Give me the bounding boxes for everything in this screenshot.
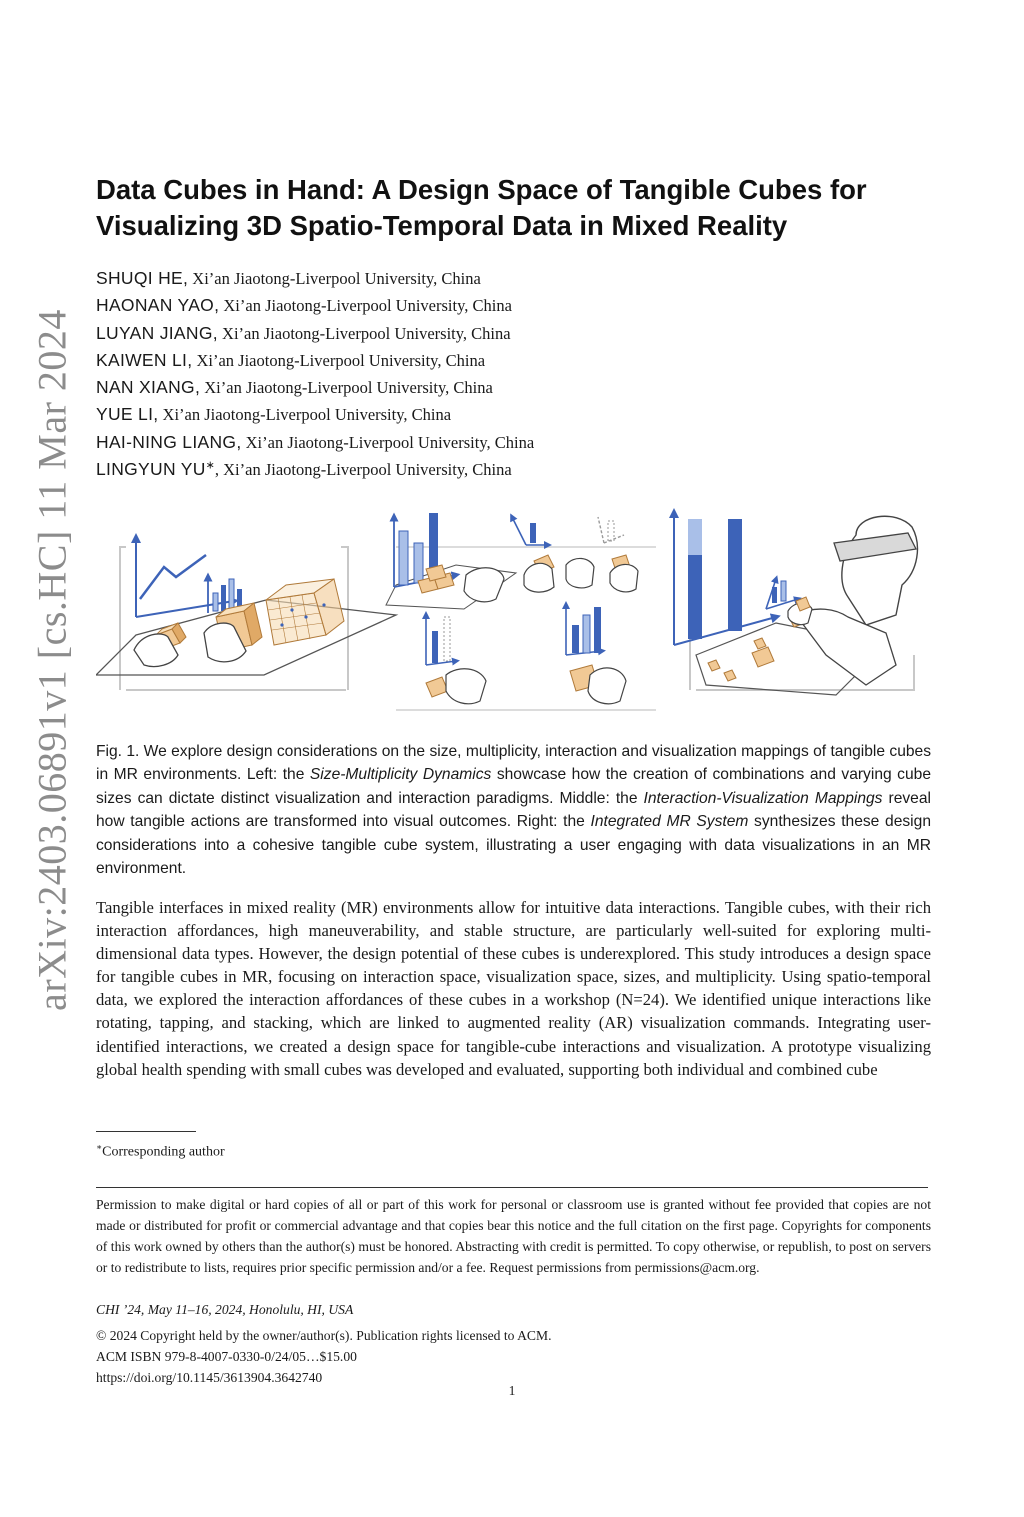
bar bbox=[572, 625, 579, 653]
cube bbox=[754, 638, 766, 649]
author-affiliation: Xi’an Jiaotong-Liverpool University, China bbox=[188, 269, 481, 288]
author-name: SHUQI HE, bbox=[96, 268, 189, 288]
author-list bbox=[96, 265, 916, 483]
cube bbox=[426, 677, 448, 697]
arxiv-identifier: arXiv:2403.06891v1 [cs.HC] 11 Mar 2024 bbox=[29, 309, 75, 1011]
title-line-2: Visualizing 3D Spatio-Temporal Data in Mixed Reality bbox=[96, 210, 788, 241]
author-affiliation: Xi’an Jiaotong-Liverpool University, China bbox=[219, 296, 512, 316]
caption-text: reveal how tangible actions are transformed into visual outcomes. Right: the bbox=[96, 789, 931, 831]
author-name: LINGYUN YU bbox=[96, 459, 206, 480]
rotating-interaction bbox=[512, 517, 638, 592]
bar bbox=[530, 523, 536, 543]
paper-title bbox=[96, 172, 956, 244]
mini-bar bbox=[229, 579, 234, 611]
data-point bbox=[304, 615, 307, 618]
caption-text: synthesizes these design considerations into a cohesive tangible cube system, illustrating a user engaging with data visualizations in an MR environment. bbox=[96, 813, 931, 878]
footnote-mark: ∗ bbox=[96, 1142, 103, 1152]
author-entry bbox=[96, 456, 916, 483]
cube bbox=[724, 670, 736, 681]
hand bbox=[524, 563, 554, 592]
bar bbox=[414, 543, 423, 583]
footnote-text: Corresponding author bbox=[102, 1144, 225, 1160]
bar bbox=[772, 587, 777, 603]
axis bbox=[512, 517, 526, 545]
tapping-interaction bbox=[426, 605, 626, 704]
permission-divider bbox=[96, 1187, 928, 1188]
data-point bbox=[280, 623, 283, 626]
bar bbox=[688, 555, 702, 639]
author-entry bbox=[96, 347, 916, 374]
bar bbox=[583, 615, 590, 653]
hand bbox=[610, 564, 638, 591]
user-head bbox=[842, 516, 918, 625]
author-entry bbox=[96, 265, 916, 292]
doi-link[interactable]: https://doi.org/10.1145/3613904.3642740 bbox=[96, 1370, 323, 1385]
hand bbox=[446, 669, 486, 704]
bar bbox=[728, 519, 742, 631]
author-name: LUYAN JIANG, bbox=[96, 322, 218, 343]
axis bbox=[598, 517, 604, 543]
corresponding-author-mark: ∗ bbox=[205, 459, 215, 472]
permission-notice: Permission to make digital or hard copies of all or part of this work for personal or classroom use is granted without fee provided that copies are not made or distributed for profit or commercial advantage and that copies bear this notice and the full citation on the first page. Copyrights for components of this work owned by others than the author(s) must be honored. Abstracting with credit is permitted. To copy otherwise, or republish, to post on servers or to redistribute to lists, requires prior specific permission and/or a fee. Request permissions from permissions@acm.org. bbox=[96, 1197, 931, 1275]
author-entry bbox=[96, 374, 916, 401]
figure-caption bbox=[96, 740, 931, 880]
isbn-line: ACM ISBN 979-8-4007-0330-0/24/05…$15.00 bbox=[96, 1349, 357, 1364]
author-name: KAIWEN LI, bbox=[96, 349, 193, 370]
middle-panel-illustration bbox=[386, 513, 656, 710]
footnote-divider bbox=[96, 1131, 196, 1132]
left-panel-illustration bbox=[96, 538, 396, 690]
teaser-figure bbox=[96, 505, 928, 725]
copyright-line: © 2024 Copyright held by the owner/author(s). Publication rights licensed to ACM. bbox=[96, 1328, 552, 1343]
author-affiliation: Xi’an Jiaotong-Liverpool University, China bbox=[241, 432, 535, 452]
copyright-block bbox=[96, 1325, 551, 1388]
author-name: NAN XIANG, bbox=[96, 377, 201, 398]
hand bbox=[566, 558, 594, 587]
cube bbox=[708, 660, 720, 671]
footnote bbox=[96, 1137, 225, 1163]
bar bbox=[444, 617, 450, 661]
title-line-1: Data Cubes in Hand: A Design Space of Tangible Cubes for bbox=[96, 174, 867, 205]
author-name: HAI-NING LIANG, bbox=[96, 431, 242, 452]
author-entry bbox=[96, 320, 916, 347]
author-name: YUE LI, bbox=[96, 404, 159, 425]
data-point bbox=[322, 603, 325, 606]
author-affiliation: Xi’an Jiaotong-Liverpool University, China bbox=[192, 350, 486, 370]
mini-bar-chart bbox=[766, 579, 798, 609]
author-affiliation: Xi’an Jiaotong-Liverpool University, China bbox=[158, 405, 452, 425]
author-entry bbox=[96, 429, 916, 456]
wireframe-data-cube bbox=[266, 579, 344, 645]
author-name: HAONAN YAO, bbox=[96, 295, 220, 316]
caption-text: showcase how the creation of combinations and varying cube sizes can dictate distinct visualization and interaction paradigms. Middle: the bbox=[96, 766, 931, 807]
author-affiliation: Xi’an Jiaotong-Liverpool University, China bbox=[217, 323, 511, 343]
bar bbox=[399, 531, 408, 585]
caption-emphasis: Integrated MR System bbox=[590, 813, 749, 831]
bar bbox=[594, 607, 601, 653]
venue-line: CHI ’24, May 11–16, 2024, Honolulu, HI, USA bbox=[96, 1302, 354, 1317]
page-number: 1 bbox=[508, 1383, 516, 1398]
caption-emphasis: Size-Multiplicity Dynamics bbox=[309, 766, 492, 784]
author-affiliation: Xi’an Jiaotong-Liverpool University, China bbox=[200, 378, 493, 398]
caption-text: Fig. 1. We explore design considerations on the size, multiplicity, interaction and visualization mappings of tangible cubes in MR environments. Left: the bbox=[96, 743, 932, 784]
author-entry bbox=[96, 401, 916, 428]
cube bbox=[752, 647, 774, 667]
author-entry bbox=[96, 292, 916, 319]
hand bbox=[588, 668, 626, 704]
data-point bbox=[290, 608, 293, 611]
bar bbox=[608, 521, 614, 541]
caption-emphasis: Interaction-Visualization Mappings bbox=[643, 789, 883, 807]
mini-bar bbox=[213, 593, 218, 611]
line-chart-series bbox=[140, 555, 206, 599]
stacking-interaction bbox=[386, 513, 516, 609]
abstract-paragraph: Tangible interfaces in mixed reality (MR) environments allow for intuitive data interactions. Tangible cubes, with their rich interaction affordances, high maneuverability, and stable structure, are particularly well-suited for exploring multi-dimensional data types. However, the design potential of these cubes is underexplored. This study introduces a design space for tangible cubes in MR, focusing on interaction space, visualization space, sizes, and multiplicity. Using spatio-temporal data, we explored the interaction affordances of these cubes in a workshop (N=24). We identified unique interactions like rotating, tapping, and stacking, which are linked to augmented reality (AR) visualization commands. Integrating user-identified interactions, we created a design space for tangible-cube interactions and visualization. A prototype visualizing global health spending with small cubes was developed and evaluated, supporting both individual and combined cube bbox=[96, 898, 931, 1079]
bar bbox=[432, 631, 438, 663]
hand bbox=[464, 568, 504, 602]
author-affiliation: , Xi’an Jiaotong-Liverpool University, China bbox=[214, 460, 512, 480]
axis bbox=[426, 661, 456, 665]
bar bbox=[781, 581, 786, 601]
right-panel-illustration bbox=[674, 513, 917, 695]
mini-bar bbox=[221, 585, 226, 611]
